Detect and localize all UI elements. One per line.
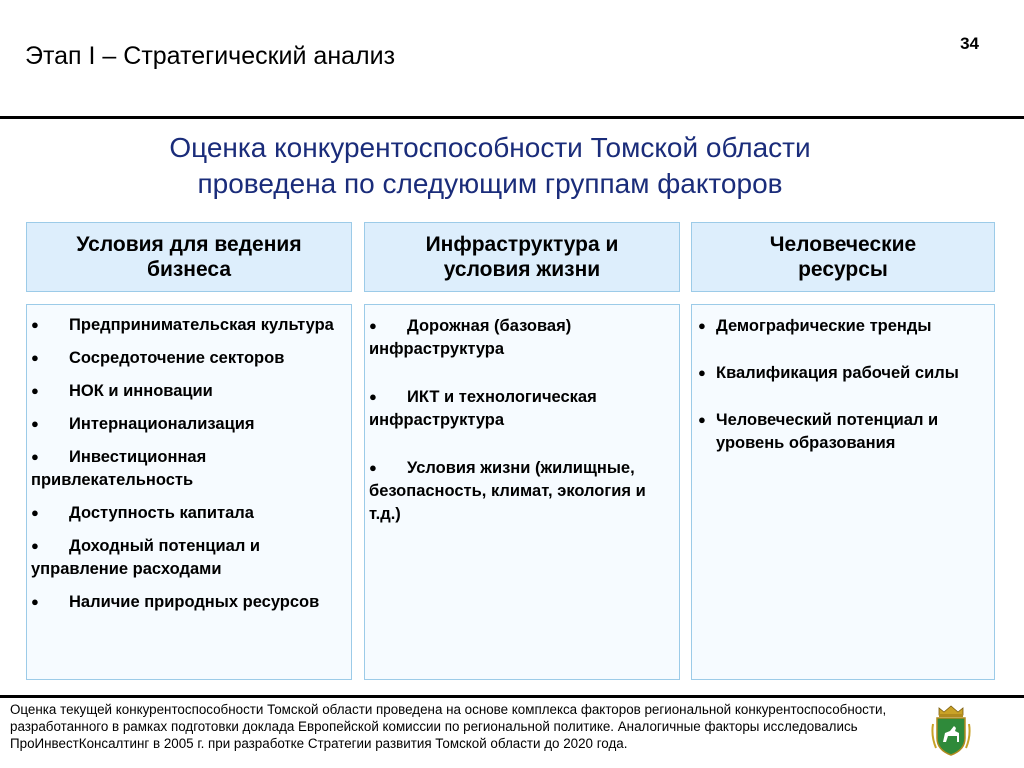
subtitle-line-2: проведена по следующим группам факторов xyxy=(197,168,783,199)
list-item xyxy=(31,501,345,525)
list-item xyxy=(31,590,345,614)
coat-of-arms-icon xyxy=(930,704,972,758)
bullet-icon: ● xyxy=(31,449,39,464)
page-number: 34 xyxy=(960,34,979,53)
list-item xyxy=(31,412,345,436)
bullet-icon: ● xyxy=(31,350,39,365)
list-item-text: Наличие природных ресурсов xyxy=(69,593,320,611)
subtitle-line-1: Оценка конкурентоспособности Томской области xyxy=(169,132,811,163)
list-item-text: Интернационализация xyxy=(69,415,255,433)
slide-title: Этап I – Стратегический анализ xyxy=(25,42,396,70)
list-item xyxy=(369,314,673,361)
list-item-text: Доступность капитала xyxy=(69,504,254,522)
bullet-icon: ● xyxy=(31,317,39,332)
bullet-icon: ● xyxy=(698,318,706,333)
bullet-icon: ● xyxy=(698,365,706,380)
list-item-text: Предпринимательская культура xyxy=(69,316,334,334)
list-item xyxy=(698,361,988,385)
bullet-icon: ● xyxy=(369,318,377,333)
bullet-icon: ● xyxy=(369,389,377,404)
list-item xyxy=(31,379,345,403)
slide-subtitle xyxy=(0,130,980,202)
column-header-text: Инфраструктура и xyxy=(425,233,619,256)
list-item xyxy=(369,456,673,526)
column-header-text: условия жизни xyxy=(443,258,601,281)
bullet-icon: ● xyxy=(31,505,39,520)
list-item xyxy=(31,445,345,492)
column-header-business xyxy=(26,222,352,292)
column-header-text: Условия для ведения xyxy=(76,233,302,256)
bullet-icon: ● xyxy=(369,460,377,475)
list-item-text: Демографические тренды xyxy=(716,317,932,335)
list-item xyxy=(31,313,345,337)
bullet-icon: ● xyxy=(31,594,39,609)
bullet-icon: ● xyxy=(31,538,39,553)
bullet-icon: ● xyxy=(31,416,39,431)
list-item xyxy=(698,408,988,455)
footnote: Оценка текущей конкурентоспособности Томской области проведена на основе комплекса факторов региональной конкурентоспособности, разработанного в рамках подготовки доклада Европейской комиссии по региональной политике. Аналогичные факторы исследовались ПроИнвестКонсалтинг в 2005 г. при разработке Стратегии развития Томской области до 2020 года. xyxy=(10,702,887,751)
column-header-human-resources xyxy=(691,222,995,292)
list-item-text: Дорожная (базовая) инфраструктура xyxy=(369,317,572,358)
column-header-text: ресурсы xyxy=(798,258,888,281)
bullet-icon: ● xyxy=(31,383,39,398)
list-item-text: Сосредоточение секторов xyxy=(69,349,285,367)
top-divider xyxy=(0,116,1024,119)
list-item-text: ИКТ и технологическая инфраструктура xyxy=(369,388,597,429)
list-item-text: Условия жизни (жилищные, безопасность, климат, экология и т.д.) xyxy=(369,459,646,523)
bottom-divider xyxy=(0,695,1024,698)
list-item-text: Инвестиционная привлекательность xyxy=(31,448,207,489)
bullet-icon: ● xyxy=(698,412,706,427)
column-header-text: бизнеса xyxy=(146,258,232,281)
list-item-text: НОК и инновации xyxy=(69,382,213,400)
list-item xyxy=(698,314,988,338)
column-header-text: Человеческие xyxy=(769,233,917,256)
column-body-human-resources xyxy=(691,304,995,680)
list-item xyxy=(31,346,345,370)
column-header-infrastructure xyxy=(364,222,680,292)
list-item xyxy=(31,534,345,581)
list-item-text: Квалификация рабочей силы xyxy=(716,364,959,382)
list-item-text: Человеческий потенциал и уровень образования xyxy=(716,411,939,452)
column-body-business xyxy=(26,304,352,680)
list-item xyxy=(369,385,673,432)
list-item-text: Доходный потенциал и управление расходами xyxy=(31,537,261,578)
column-body-infrastructure xyxy=(364,304,680,680)
